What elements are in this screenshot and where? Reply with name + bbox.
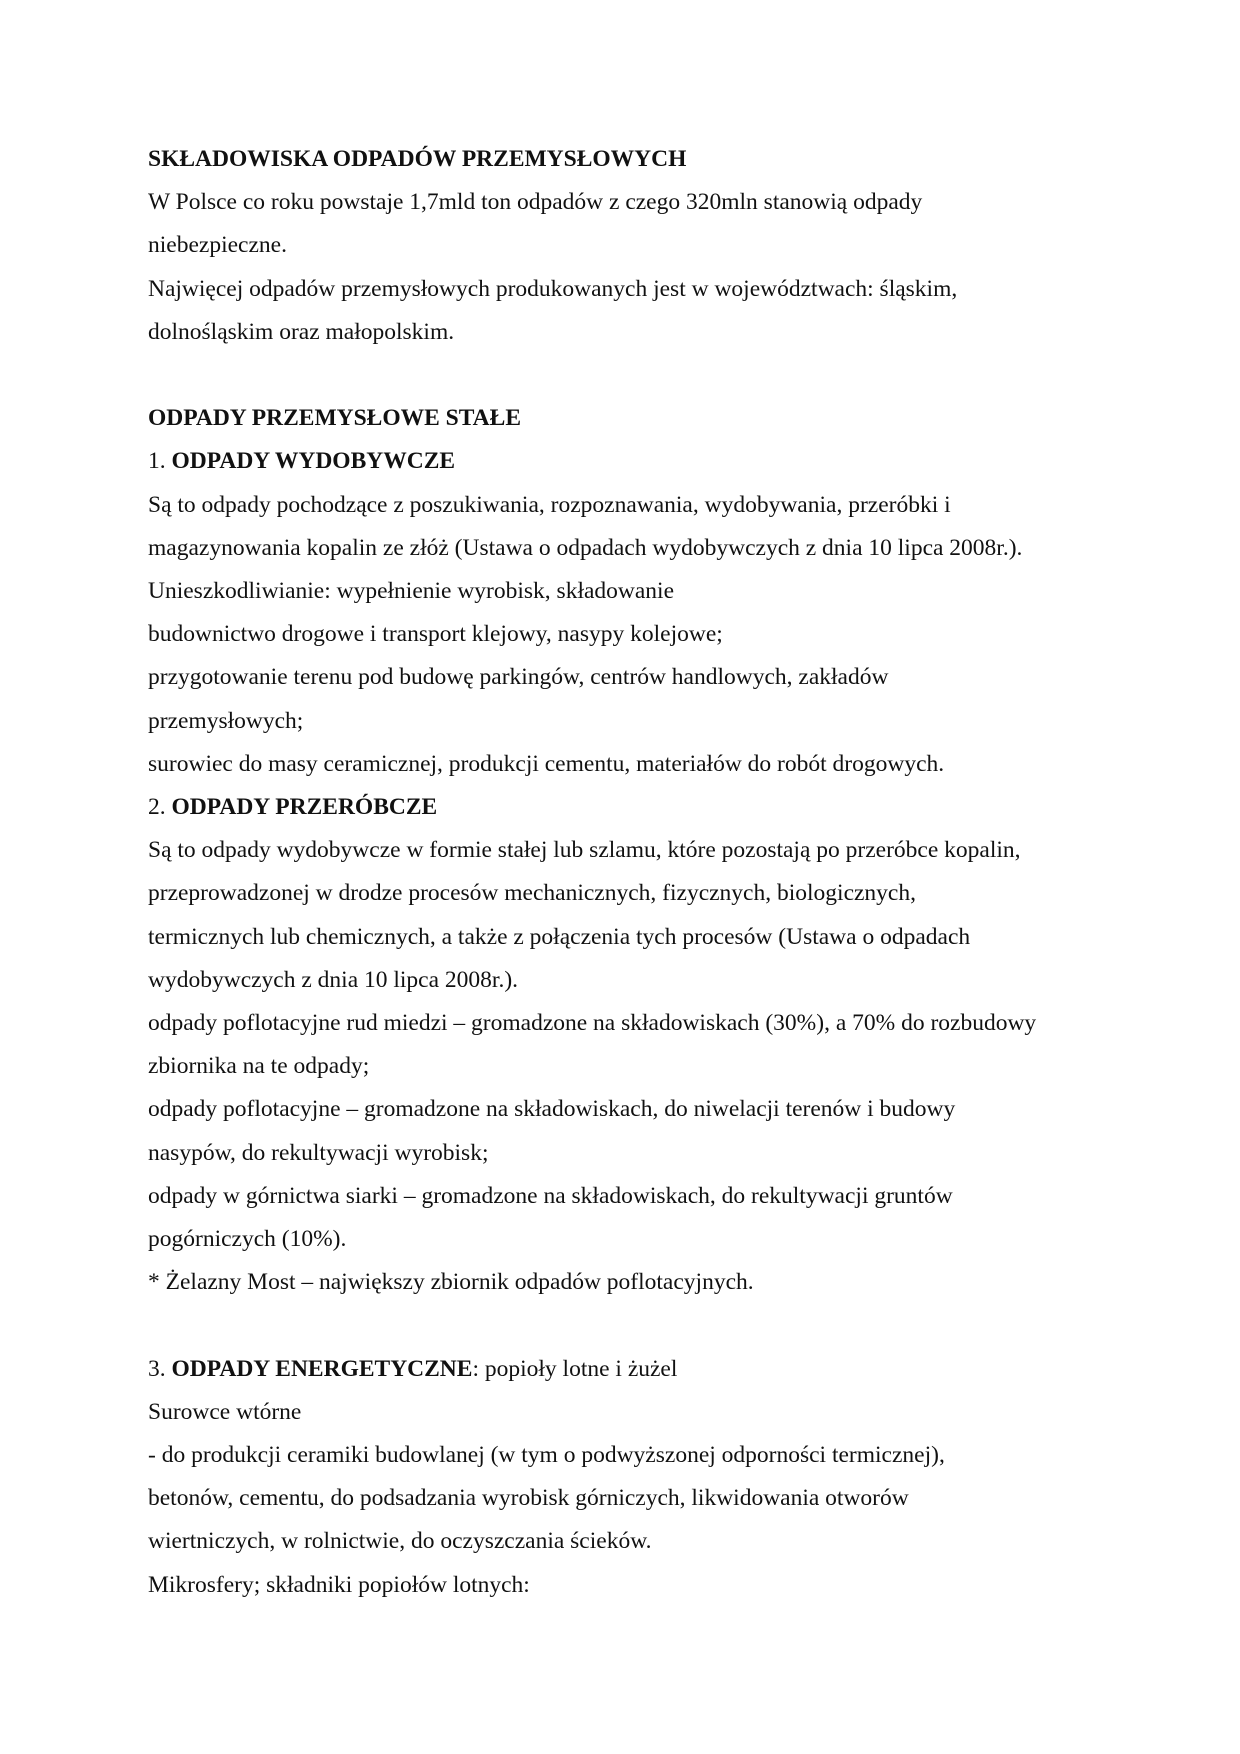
document-title: SKŁADOWISKA ODPADÓW PRZEMYSŁOWYCH bbox=[148, 146, 687, 172]
spacer bbox=[148, 1304, 1108, 1347]
s3-line-5: Mikrosfery; składniki popiołów lotnych: bbox=[148, 1571, 530, 1598]
s2-line-10: pogórniczych (10%). bbox=[148, 1226, 347, 1253]
intro-line-4: dolnośląskim oraz małopolskim. bbox=[148, 318, 455, 345]
s2-line-1: Są to odpady wydobywcze w formie stałej lub szlamu, które pozostają po przeróbce kopalin, bbox=[148, 837, 1021, 864]
s2-line-2: przeprowadzonej w drodze procesów mechanicznych, fizycznych, biologicznych, bbox=[148, 880, 916, 907]
spacer bbox=[148, 354, 1108, 397]
intro-line-3: Najwięcej odpadów przemysłowych produkowanych jest w województwach: śląskim, bbox=[148, 275, 958, 302]
s2-line-5: odpady poflotacyjne rud miedzi – gromadzone na składowiskach (30%), a 70% do rozbudowy bbox=[148, 1010, 1037, 1037]
s2-line-8: nasypów, do rekultywacji wyrobisk; bbox=[148, 1139, 489, 1166]
s3-line-3: betonów, cementu, do podsadzania wyrobisk górniczych, likwidowania otworów bbox=[148, 1485, 909, 1512]
section-3-title-tail: : popioły lotne i żużel bbox=[472, 1355, 678, 1382]
s1-line-4: budownictwo drogowe i transport klejowy, nasypy kolejowe; bbox=[148, 621, 723, 648]
document-page bbox=[148, 138, 1108, 1607]
s2-line-11: * Żelazny Most – największy zbiornik odpadów poflotacyjnych. bbox=[148, 1269, 754, 1296]
s1-line-3: Unieszkodliwianie: wypełnienie wyrobisk, składowanie bbox=[148, 578, 675, 605]
s2-line-4: wydobywczych z dnia 10 lipca 2008r.). bbox=[148, 966, 519, 993]
section-2-title: ODPADY PRZERÓBCZE bbox=[171, 794, 438, 821]
s2-line-3: termicznych lub chemicznych, a także z połączenia tych procesów (Ustawa o odpadach bbox=[148, 923, 971, 950]
s1-line-1: Są to odpady pochodzące z poszukiwania, rozpoznawania, wydobywania, przeróbki i bbox=[148, 491, 951, 518]
s2-line-6: zbiornika na te odpady; bbox=[148, 1053, 370, 1080]
s1-line-6: przemysłowych; bbox=[148, 707, 304, 734]
section-1-number: 1. bbox=[148, 448, 172, 475]
intro-line-2: niebezpieczne. bbox=[148, 232, 287, 259]
s2-line-7: odpady poflotacyjne – gromadzone na składowiskach, do niwelacji terenów i budowy bbox=[148, 1096, 956, 1123]
s3-line-1: Surowce wtórne bbox=[148, 1398, 302, 1425]
s1-line-2: magazynowania kopalin ze złóż (Ustawa o odpadach wydobywczych z dnia 10 lipca 2008r.). bbox=[148, 534, 1023, 561]
s3-line-4: wiertniczych, w rolnictwie, do oczyszczania ścieków. bbox=[148, 1528, 652, 1555]
section-3-number: 3. bbox=[148, 1355, 172, 1382]
section-1-title: ODPADY WYDOBYWCZE bbox=[171, 448, 456, 475]
s1-line-7: surowiec do masy ceramicznej, produkcji cementu, materiałów do robót drogowych. bbox=[148, 750, 945, 777]
section-2-heading bbox=[148, 786, 1108, 829]
section-3-title: ODPADY ENERGETYCZNE bbox=[171, 1355, 473, 1382]
s2-line-9: odpady w górnictwa siarki – gromadzone na składowiskach, do rekultywacji gruntów bbox=[148, 1182, 953, 1209]
section-1-heading bbox=[148, 440, 1108, 483]
intro-line-1: W Polsce co roku powstaje 1,7mld ton odpadów z czego 320mln stanowią odpady bbox=[148, 189, 923, 216]
s1-line-5: przygotowanie terenu pod budowę parkingów, centrów handlowych, zakładów bbox=[148, 664, 889, 691]
section-3-heading bbox=[148, 1348, 1108, 1391]
section-solid-heading: ODPADY PRZEMYSŁOWE STAŁE bbox=[148, 405, 521, 432]
s3-line-2: - do produkcji ceramiki budowlanej (w tym o podwyższonej odporności termicznej), bbox=[148, 1442, 945, 1469]
section-2-number: 2. bbox=[148, 794, 172, 821]
